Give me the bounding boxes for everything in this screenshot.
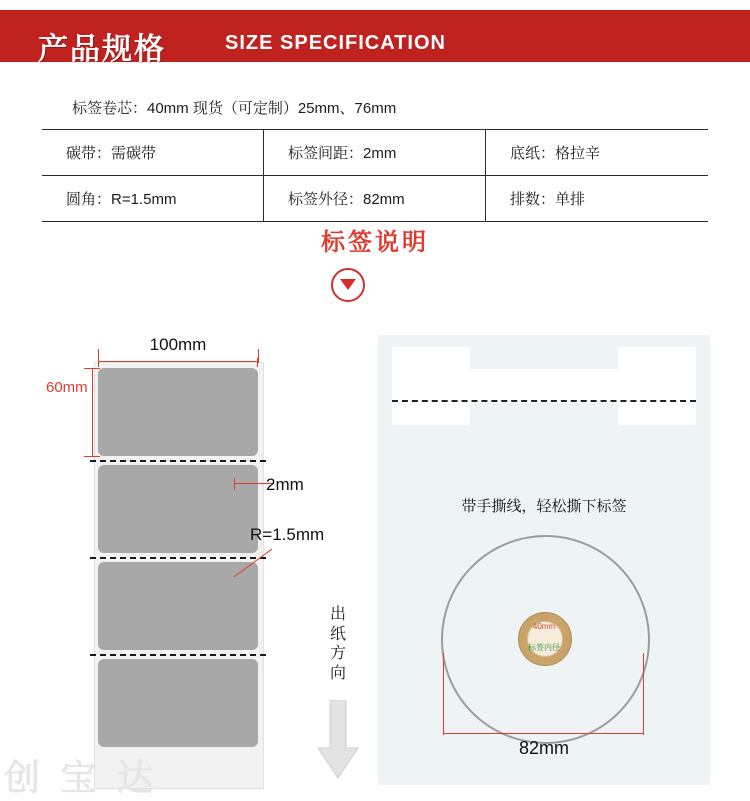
down-arrow-icon: [316, 700, 360, 780]
label-block: [98, 368, 258, 456]
gap-dimension-label: 2mm: [266, 475, 304, 494]
spec-rows-count: 排数：单排: [510, 191, 586, 208]
height-tick-bottom: [84, 456, 100, 457]
gap-tick: [234, 478, 235, 490]
tear-line: [392, 400, 696, 402]
height-dimension-label: 60mm: [46, 379, 88, 396]
spec-ribbon: 碳带：需碳带: [42, 130, 264, 175]
table-row: [42, 130, 708, 176]
tear-line: [90, 460, 266, 462]
core-inner-diameter-label: 标签内径: [528, 643, 560, 652]
outer-diameter-dimension-line: [443, 733, 644, 734]
width-tick-right: [258, 349, 259, 363]
page-title-chinese: 产品规格: [38, 32, 166, 67]
label-block: [98, 659, 258, 747]
width-dimension-label: 100mm: [149, 335, 207, 354]
width-dimension-line: [98, 361, 258, 362]
watermark-text: 创 宝 达: [4, 758, 158, 799]
paper-direction-label: 出纸方向: [329, 606, 346, 682]
page-title-english: SIZE SPECIFICATION: [225, 32, 446, 54]
spec-label-gap: 标签间距：2mm: [264, 130, 486, 175]
spec-corner-radius: 圆角：R=1.5mm: [42, 176, 264, 221]
spec-core-size: 标签卷芯：40mm 现货（可定制）25mm、76mm: [72, 100, 397, 117]
tear-line-note: 带手撕线，轻松撕下标签: [461, 498, 627, 515]
table-row: [42, 176, 708, 222]
specification-table: [42, 86, 708, 222]
label-roll-diagram: [378, 335, 710, 785]
table-row: [42, 86, 708, 130]
chevron-down-icon: [331, 268, 365, 302]
label-top-shapes: [392, 347, 696, 425]
outer-diameter-tick-right: [643, 653, 644, 735]
tear-line: [90, 654, 266, 656]
label-dimension-diagram: [38, 335, 368, 785]
spec-liner: 底纸：格拉辛: [510, 145, 601, 162]
radius-callout-label: R=1.5mm: [250, 525, 325, 544]
core-diameter-label: 40mm: [532, 622, 556, 631]
page-header-bar: [0, 10, 750, 67]
height-dimension-line: [92, 368, 93, 456]
radius-leader-line: [228, 549, 272, 579]
spec-outer-diameter: 标签外径：82mm: [264, 176, 486, 221]
section-title: 标签说明: [321, 229, 429, 256]
outer-diameter-label: 82mm: [518, 738, 569, 758]
outer-diameter-tick-left: [443, 653, 444, 735]
